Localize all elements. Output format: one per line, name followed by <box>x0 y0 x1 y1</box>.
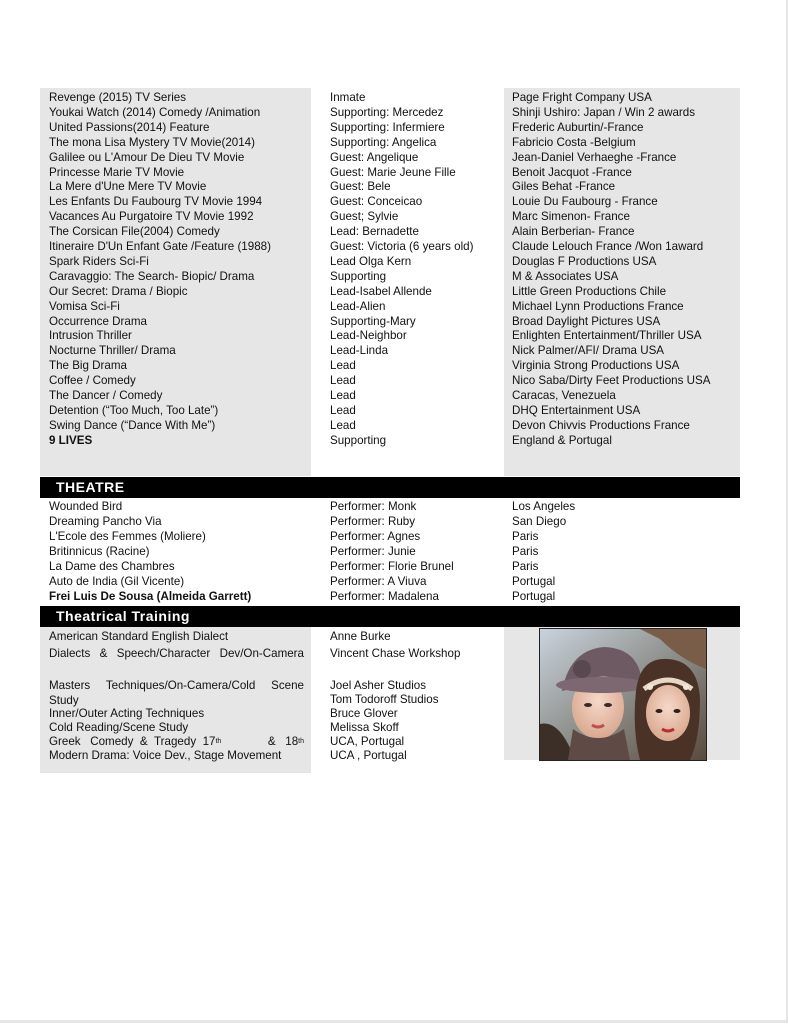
film-company: Little Green Productions Chile <box>512 284 667 298</box>
theatre-place: Portugal <box>512 590 556 603</box>
film-title: The Corsican File(2004) Comedy <box>49 225 220 239</box>
film-title: Caravaggio: The Search- Biopic/ Drama <box>49 269 255 283</box>
film-role: Supporting: Angelica <box>330 135 437 149</box>
theatre-place: Paris <box>512 545 539 558</box>
film-title: Intrusion Thriller <box>49 329 132 343</box>
theatre-role: Performer: Monk <box>330 500 417 513</box>
theatre-title: Frei Luis De Sousa (Almeida Garrett) <box>49 590 252 603</box>
film-title: Youkai Watch (2014) Comedy /Animation <box>49 105 261 119</box>
film-title: Swing Dance (“Dance With Me”) <box>49 418 216 432</box>
film-role: Guest: Conceicao <box>330 195 423 209</box>
theatre-place: Paris <box>512 530 539 543</box>
film-company: England & Portugal <box>512 433 612 447</box>
theatre-place: San Diego <box>512 515 567 528</box>
film-title: Vacances Au Purgatoire TV Movie 1992 <box>49 210 254 224</box>
theatre-title: L'Ecole des Femmes (Moliere) <box>49 530 206 543</box>
training-course: Masters Techniques/On-Camera/Cold Scene Study <box>49 679 304 707</box>
film-company: Michael Lynn Productions France <box>512 299 684 313</box>
film-title: The Big Drama <box>49 359 127 373</box>
film-title: Detention (“Too Much, Too Late”) <box>49 403 219 417</box>
film-role: Supporting <box>330 269 387 283</box>
film-title: The mona Lisa Mystery TV Movie(2014) <box>49 135 255 149</box>
theatre-title: Britinnicus (Racine) <box>49 545 150 558</box>
training-teacher: UCA , Portugal <box>330 749 407 762</box>
film-title: Occurrence Drama <box>49 314 147 328</box>
film-company: Nico Saba/Dirty Feet Productions USA <box>512 374 711 388</box>
film-company: Nick Palmer/AFI/ Drama USA <box>512 344 665 358</box>
theatre-role: Performer: Junie <box>330 545 416 558</box>
theatre-header: THEATRE <box>40 477 740 498</box>
film-role: Lead-Isabel Allende <box>330 284 432 298</box>
theatre-title: Auto de India (Gil Vicente) <box>49 575 185 588</box>
film-company: M & Associates USA <box>512 269 619 283</box>
film-title: La Mere d'Une Mere TV Movie <box>49 180 207 194</box>
theatre-title: La Dame des Chambres <box>49 560 175 573</box>
film-role: Guest: Victoria (6 years old) <box>330 240 474 253</box>
training-teacher: Tom Todoroff Studios <box>330 693 439 706</box>
film-role: Lead Olga Kern <box>330 254 412 268</box>
film-role: Lead <box>330 374 356 388</box>
film-role: Guest: Marie Jeune Fille <box>330 165 456 179</box>
training-teacher: Bruce Glover <box>330 707 398 720</box>
film-role: Lead <box>330 418 356 432</box>
theatre-role: Performer: A Viuva <box>330 575 427 588</box>
film-company: Giles Behat -France <box>512 180 616 194</box>
film-role: Lead: Bernadette <box>330 225 419 239</box>
theatre-role: Performer: Agnes <box>330 530 421 543</box>
film-company: DHQ Entertainment USA <box>512 403 641 417</box>
training-course: Dialects & Speech/Character Dev/On-Camera <box>49 647 304 660</box>
training-course: Inner/Outer Acting Techniques <box>49 707 205 720</box>
film-title: Galilee ou L'Amour De Dieu TV Movie <box>49 150 245 164</box>
film-role: Supporting-Mary <box>330 314 416 328</box>
film-role: Lead <box>330 359 356 373</box>
film-company: Alain Berberian- France <box>512 225 635 239</box>
film-company: Caracas, Venezuela <box>512 389 616 402</box>
film-role: Supporting <box>330 433 387 447</box>
theatre-title: Wounded Bird <box>49 500 123 513</box>
film-role: Guest: Bele <box>330 180 391 194</box>
film-company: Devon Chivvis Productions France <box>512 418 690 432</box>
film-company: Louie Du Faubourg - France <box>512 195 658 209</box>
training-teacher: Vincent Chase Workshop <box>330 647 461 660</box>
film-role: Guest; Sylvie <box>330 210 399 224</box>
film-role: Lead-Linda <box>330 344 389 358</box>
headshot-photo <box>539 628 707 761</box>
film-title: Itineraire D'Un Enfant Gate /Feature (1988) <box>49 240 271 253</box>
film-role: Lead <box>330 389 356 402</box>
film-company: Page Fright Company USA <box>512 91 652 104</box>
training-course: Modern Drama: Voice Dev., Stage Movement <box>49 749 282 762</box>
film-role: Lead-Alien <box>330 299 386 313</box>
film-title: Spark Riders Sci-Fi <box>49 254 149 268</box>
film-title: Our Secret: Drama / Biopic <box>49 284 188 298</box>
course-greek-part2: & 18th <box>267 735 304 748</box>
film-title: Nocturne Thriller/ Drama <box>49 344 176 358</box>
film-role: Lead-Neighbor <box>330 329 407 343</box>
film-company: Benoit Jacquot -France <box>512 165 632 179</box>
film-company: Claude Lelouch France /Won 1award <box>512 240 704 253</box>
theatre-place: Paris <box>512 560 539 573</box>
training-course <box>49 734 304 749</box>
training-course: Cold Reading/Scene Study <box>49 721 189 734</box>
theatre-title: Dreaming Pancho Via <box>49 515 162 528</box>
film-role: Guest: Angelique <box>330 150 419 164</box>
theatre-role: Performer: Madalena <box>330 590 439 603</box>
film-company: Frederic Auburtin/-France <box>512 120 644 134</box>
training-teacher: Joel Asher Studios <box>330 679 427 692</box>
film-role: Supporting: Mercedez <box>330 105 444 119</box>
film-title: The Dancer / Comedy <box>49 389 163 402</box>
training-teacher: Anne Burke <box>330 630 391 643</box>
film-company: Jean-Daniel Verhaeghe -France <box>512 150 677 164</box>
theatre-place: Los Angeles <box>512 500 576 513</box>
theatre-role: Performer: Florie Brunel <box>330 560 454 573</box>
training-teacher: UCA, Portugal <box>330 735 405 748</box>
film-title: United Passions(2014) Feature <box>49 120 210 134</box>
theatre-role: Performer: Ruby <box>330 515 416 528</box>
film-title: 9 LIVES <box>49 433 93 447</box>
film-title: Revenge (2015) TV Series <box>49 91 187 104</box>
film-title: Les Enfants Du Faubourg TV Movie 1994 <box>49 195 263 209</box>
training-course: American Standard English Dialect <box>49 630 229 643</box>
theatre-place: Portugal <box>512 575 556 588</box>
film-company: Virginia Strong Productions USA <box>512 359 680 373</box>
film-title: Vomisa Sci-Fi <box>49 299 120 313</box>
film-role: Inmate <box>330 91 366 104</box>
film-title: Coffee / Comedy <box>49 374 136 388</box>
course-greek-part1: Greek Comedy & Tragedy 17th <box>49 735 222 748</box>
film-title: Princesse Marie TV Movie <box>49 165 185 179</box>
film-company: Marc Simenon- France <box>512 210 630 224</box>
training-header: Theatrical Training <box>40 606 740 627</box>
film-role: Lead <box>330 403 356 417</box>
film-company: Broad Daylight Pictures USA <box>512 314 661 328</box>
training-teacher: Melissa Skoff <box>330 721 399 734</box>
film-company: Enlighten Entertainment/Thriller USA <box>512 329 702 343</box>
film-role: Supporting: Infermiere <box>330 120 445 134</box>
film-company: Douglas F Productions USA <box>512 254 657 268</box>
film-company: Fabricio Costa -Belgium <box>512 135 636 149</box>
film-company: Shinji Ushiro: Japan / Win 2 awards <box>512 105 696 119</box>
